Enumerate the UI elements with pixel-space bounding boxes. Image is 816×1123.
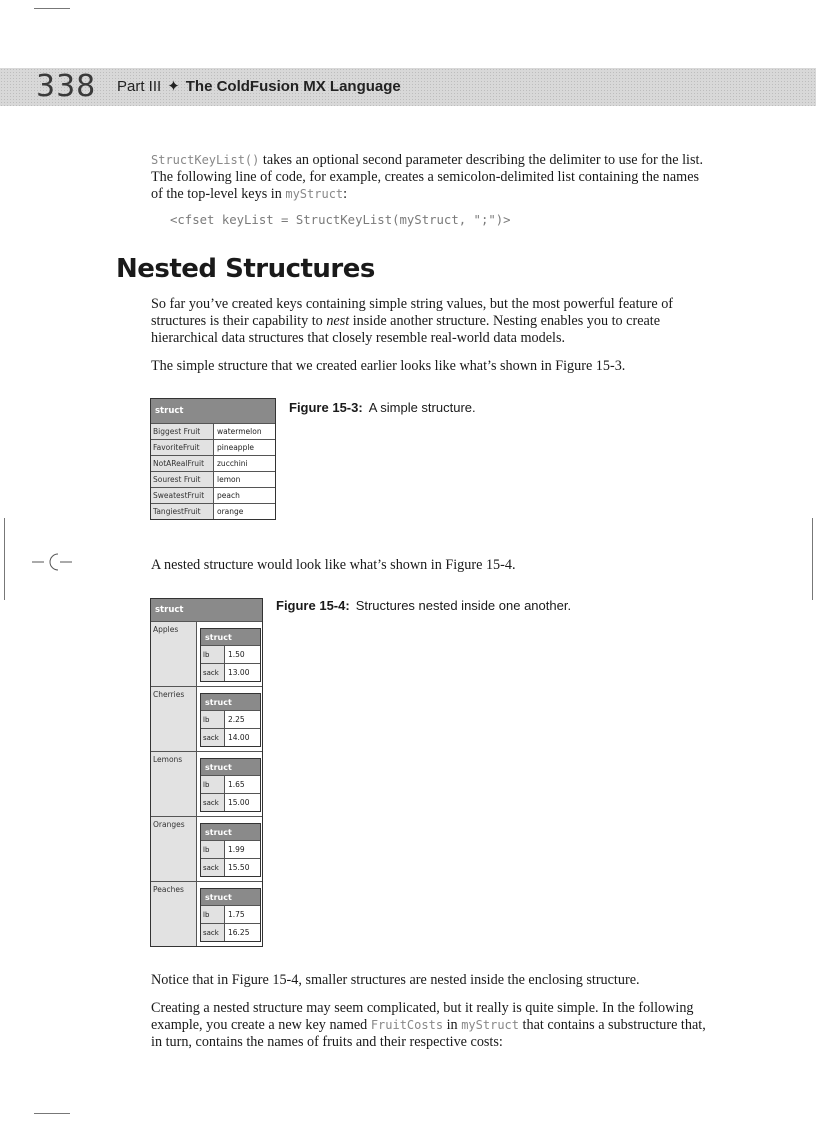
sack-key: sack	[201, 924, 225, 941]
lb-row	[201, 840, 260, 858]
crop-mark-bottom	[34, 1113, 70, 1114]
nested-value	[197, 752, 262, 816]
section-heading: Nested Structures	[116, 254, 375, 284]
sack-row	[201, 793, 260, 811]
nested-row	[151, 881, 262, 946]
nested-figure-intro: A nested structure would look like what’s shown in Figure 15-4.	[151, 557, 516, 573]
sack-key: sack	[201, 794, 225, 811]
substruct-header: struct	[201, 889, 260, 905]
nested-row	[151, 686, 262, 751]
separator-icon: ✦	[167, 78, 180, 95]
nested-value	[197, 687, 262, 751]
sack-key: sack	[201, 729, 225, 746]
nest-emphasis: nest	[326, 313, 350, 329]
variable-name: myStruct	[285, 187, 344, 201]
crop-mark-left	[4, 518, 5, 600]
sack-row	[201, 728, 260, 746]
nested-value	[197, 817, 262, 881]
substruct-header: struct	[201, 629, 260, 645]
struct-key: SweatestFruit	[151, 488, 214, 503]
lb-value: 2.25	[228, 715, 245, 724]
lb-key: lb	[201, 711, 225, 728]
code-listing: <cfset keyList = StructKeyList(myStruct, ";")>	[170, 213, 511, 227]
intro-text-end: :	[343, 186, 348, 202]
lb-row	[201, 775, 260, 793]
lb-row	[201, 710, 260, 728]
struct-value: orange	[217, 507, 244, 516]
lb-key: lb	[201, 841, 225, 858]
creating-text-mid: in	[443, 1017, 462, 1033]
notice-paragraph: Notice that in Figure 15-4, smaller structures are nested inside the enclosing structure.	[151, 972, 640, 988]
nested-value	[197, 882, 262, 946]
sack-row	[201, 923, 260, 941]
struct-row	[151, 455, 275, 471]
simple-structure-dump	[150, 398, 276, 520]
key-name: FruitCosts	[370, 1018, 444, 1032]
struct-value: watermelon	[217, 427, 262, 436]
variable-name: myStruct	[461, 1018, 519, 1032]
sack-key: sack	[201, 664, 225, 681]
struct-key: TangiestFruit	[151, 504, 214, 519]
lb-key: lb	[201, 906, 225, 923]
nested-rows	[151, 621, 262, 946]
figure-caption-text: Structures nested inside one another.	[355, 598, 572, 613]
nested-key: Lemons	[151, 752, 197, 816]
creating-paragraph	[151, 1000, 711, 1051]
creating-text: Creating a nested structure may seem complicated, but it really is quite simple. In the following example, you create a new key named	[151, 1000, 694, 1033]
struct-key: FavoriteFruit	[151, 440, 214, 455]
struct-row	[151, 471, 275, 487]
crop-mark-right	[812, 518, 813, 600]
nesting-text-end: inside another structure. Nesting enables you to create hierarchical data structures that closely resemble real-world data models.	[151, 313, 661, 346]
nesting-paragraph	[151, 296, 711, 347]
substruct-header: struct	[201, 694, 260, 710]
figure-15-3-caption	[289, 400, 476, 415]
sack-value: 13.00	[228, 668, 250, 677]
substructure	[200, 758, 261, 812]
figure-label: Figure 15-4:	[276, 598, 350, 613]
creating-text-end: that contains a substructure that, in turn, contains the names of fruits and their respective costs:	[151, 1017, 706, 1050]
sack-value: 15.00	[228, 798, 250, 807]
struct-header: struct	[151, 599, 262, 621]
sack-key: sack	[201, 859, 225, 876]
sack-row	[201, 858, 260, 876]
running-header	[117, 77, 401, 95]
crop-mark-top	[34, 8, 70, 9]
figure-intro-paragraph: The simple structure that we created earlier looks like what’s shown in Figure 15-3.	[151, 358, 626, 374]
nested-key: Peaches	[151, 882, 197, 946]
nested-row	[151, 621, 262, 686]
nested-value	[197, 622, 262, 686]
nested-row	[151, 816, 262, 881]
chapter-title: The ColdFusion MX Language	[185, 78, 401, 95]
substruct-header: struct	[201, 824, 260, 840]
part-label: Part III	[117, 78, 162, 95]
struct-value: zucchini	[217, 459, 248, 468]
struct-header: struct	[151, 399, 275, 423]
struct-row	[151, 439, 275, 455]
substructure	[200, 888, 261, 942]
nested-key: Oranges	[151, 817, 197, 881]
struct-row	[151, 487, 275, 503]
substruct-header: struct	[201, 759, 260, 775]
lb-value: 1.75	[228, 910, 245, 919]
struct-key: Biggest Fruit	[151, 424, 214, 439]
substructure	[200, 823, 261, 877]
nesting-text: So far you’ve created keys containing simple string values, but the most powerful feature of structures is their capability to	[151, 296, 674, 329]
lb-value: 1.50	[228, 650, 245, 659]
struct-value: lemon	[217, 475, 241, 484]
lb-row	[201, 905, 260, 923]
figure-label: Figure 15-3:	[289, 400, 363, 415]
lb-key: lb	[201, 646, 225, 663]
lb-key: lb	[201, 776, 225, 793]
page-number: 338	[36, 69, 97, 104]
intro-paragraph	[151, 152, 711, 203]
figure-15-4-caption	[276, 598, 571, 613]
nested-row	[151, 751, 262, 816]
sack-row	[201, 663, 260, 681]
lb-value: 1.65	[228, 780, 245, 789]
nested-key: Apples	[151, 622, 197, 686]
function-name: StructKeyList()	[151, 153, 260, 167]
figure-caption-text: A simple structure.	[368, 400, 476, 415]
struct-value: pineapple	[217, 443, 255, 452]
intro-text: takes an optional second parameter describing the delimiter to use for the list. The following line of code, for example, creates a semicolon-delimited list containing the names of the top-level keys in	[151, 152, 703, 202]
struct-key: Sourest Fruit	[151, 472, 214, 487]
substructure	[200, 693, 261, 747]
struct-row	[151, 503, 275, 519]
nested-key: Cherries	[151, 687, 197, 751]
sack-value: 15.50	[228, 863, 250, 872]
sack-value: 14.00	[228, 733, 250, 742]
struct-row	[151, 423, 275, 439]
struct-key: NotARealFruit	[151, 456, 214, 471]
struct-value: peach	[217, 491, 240, 500]
lb-value: 1.99	[228, 845, 245, 854]
sack-value: 16.25	[228, 928, 250, 937]
nested-structure-dump	[150, 598, 263, 947]
registration-mark-icon	[30, 550, 74, 574]
struct-rows	[151, 423, 275, 519]
substructure	[200, 628, 261, 682]
lb-row	[201, 645, 260, 663]
